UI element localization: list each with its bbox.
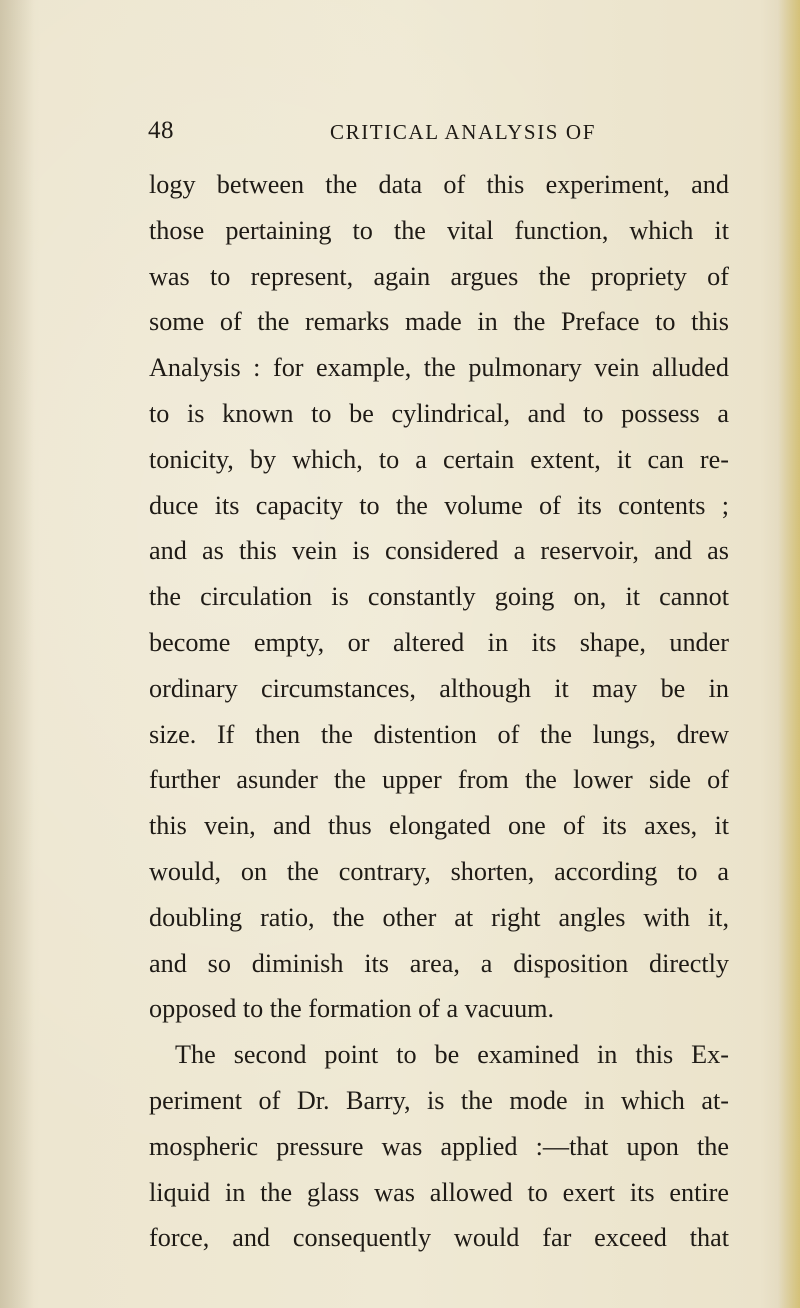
text-line: further asunder the upper from the lower side of <box>149 765 729 795</box>
page-number: 48 <box>148 117 174 144</box>
text-line: and so diminish its area, a disposition directly <box>149 948 729 978</box>
text-line: liquid in the glass was allowed to exert its entire <box>149 1177 729 1207</box>
text-line: and as this vein is considered a reservoir, and as <box>149 536 729 566</box>
page-right-edge <box>778 0 800 1308</box>
text-line: doubling ratio, the other at right angles with it, <box>149 902 729 932</box>
text-line: ordinary circumstances, although it may be in <box>149 673 729 703</box>
text-line: this vein, and thus elongated one of its axes, it <box>149 811 729 841</box>
text-line: opposed to the formation of a vacuum. <box>149 994 555 1024</box>
text-line: mospheric pressure was applied :—that upon the <box>149 1131 729 1161</box>
page-header <box>148 116 728 150</box>
text-line: those pertaining to the vital function, which it <box>149 215 729 245</box>
body-text <box>149 162 729 1261</box>
running-head: CRITICAL ANALYSIS OF <box>330 120 596 144</box>
text-line: some of the remarks made in the Preface to this <box>149 307 729 337</box>
text-line: tonicity, by which, to a certain extent, it can re- <box>149 444 729 474</box>
paragraph-start-line: The second point to be examined in this Ex- <box>175 1040 729 1070</box>
text-line: the circulation is constantly going on, it cannot <box>149 582 729 612</box>
page-left-shadow <box>0 0 34 1308</box>
text-line: become empty, or altered in its shape, under <box>149 627 729 657</box>
text-line: size. If then the distention of the lungs, drew <box>149 719 729 749</box>
text-line: duce its capacity to the volume of its contents ; <box>149 490 729 520</box>
text-line: was to represent, again argues the propriety of <box>149 261 729 291</box>
text-line: Analysis : for example, the pulmonary vein alluded <box>149 353 729 383</box>
text-line: force, and consequently would far exceed that <box>149 1223 729 1253</box>
text-line: periment of Dr. Barry, is the mode in which at- <box>149 1085 729 1115</box>
text-line: would, on the contrary, shorten, according to a <box>149 856 729 886</box>
text-line: logy between the data of this experiment, and <box>149 170 729 199</box>
text-line: to is known to be cylindrical, and to possess a <box>149 398 729 428</box>
